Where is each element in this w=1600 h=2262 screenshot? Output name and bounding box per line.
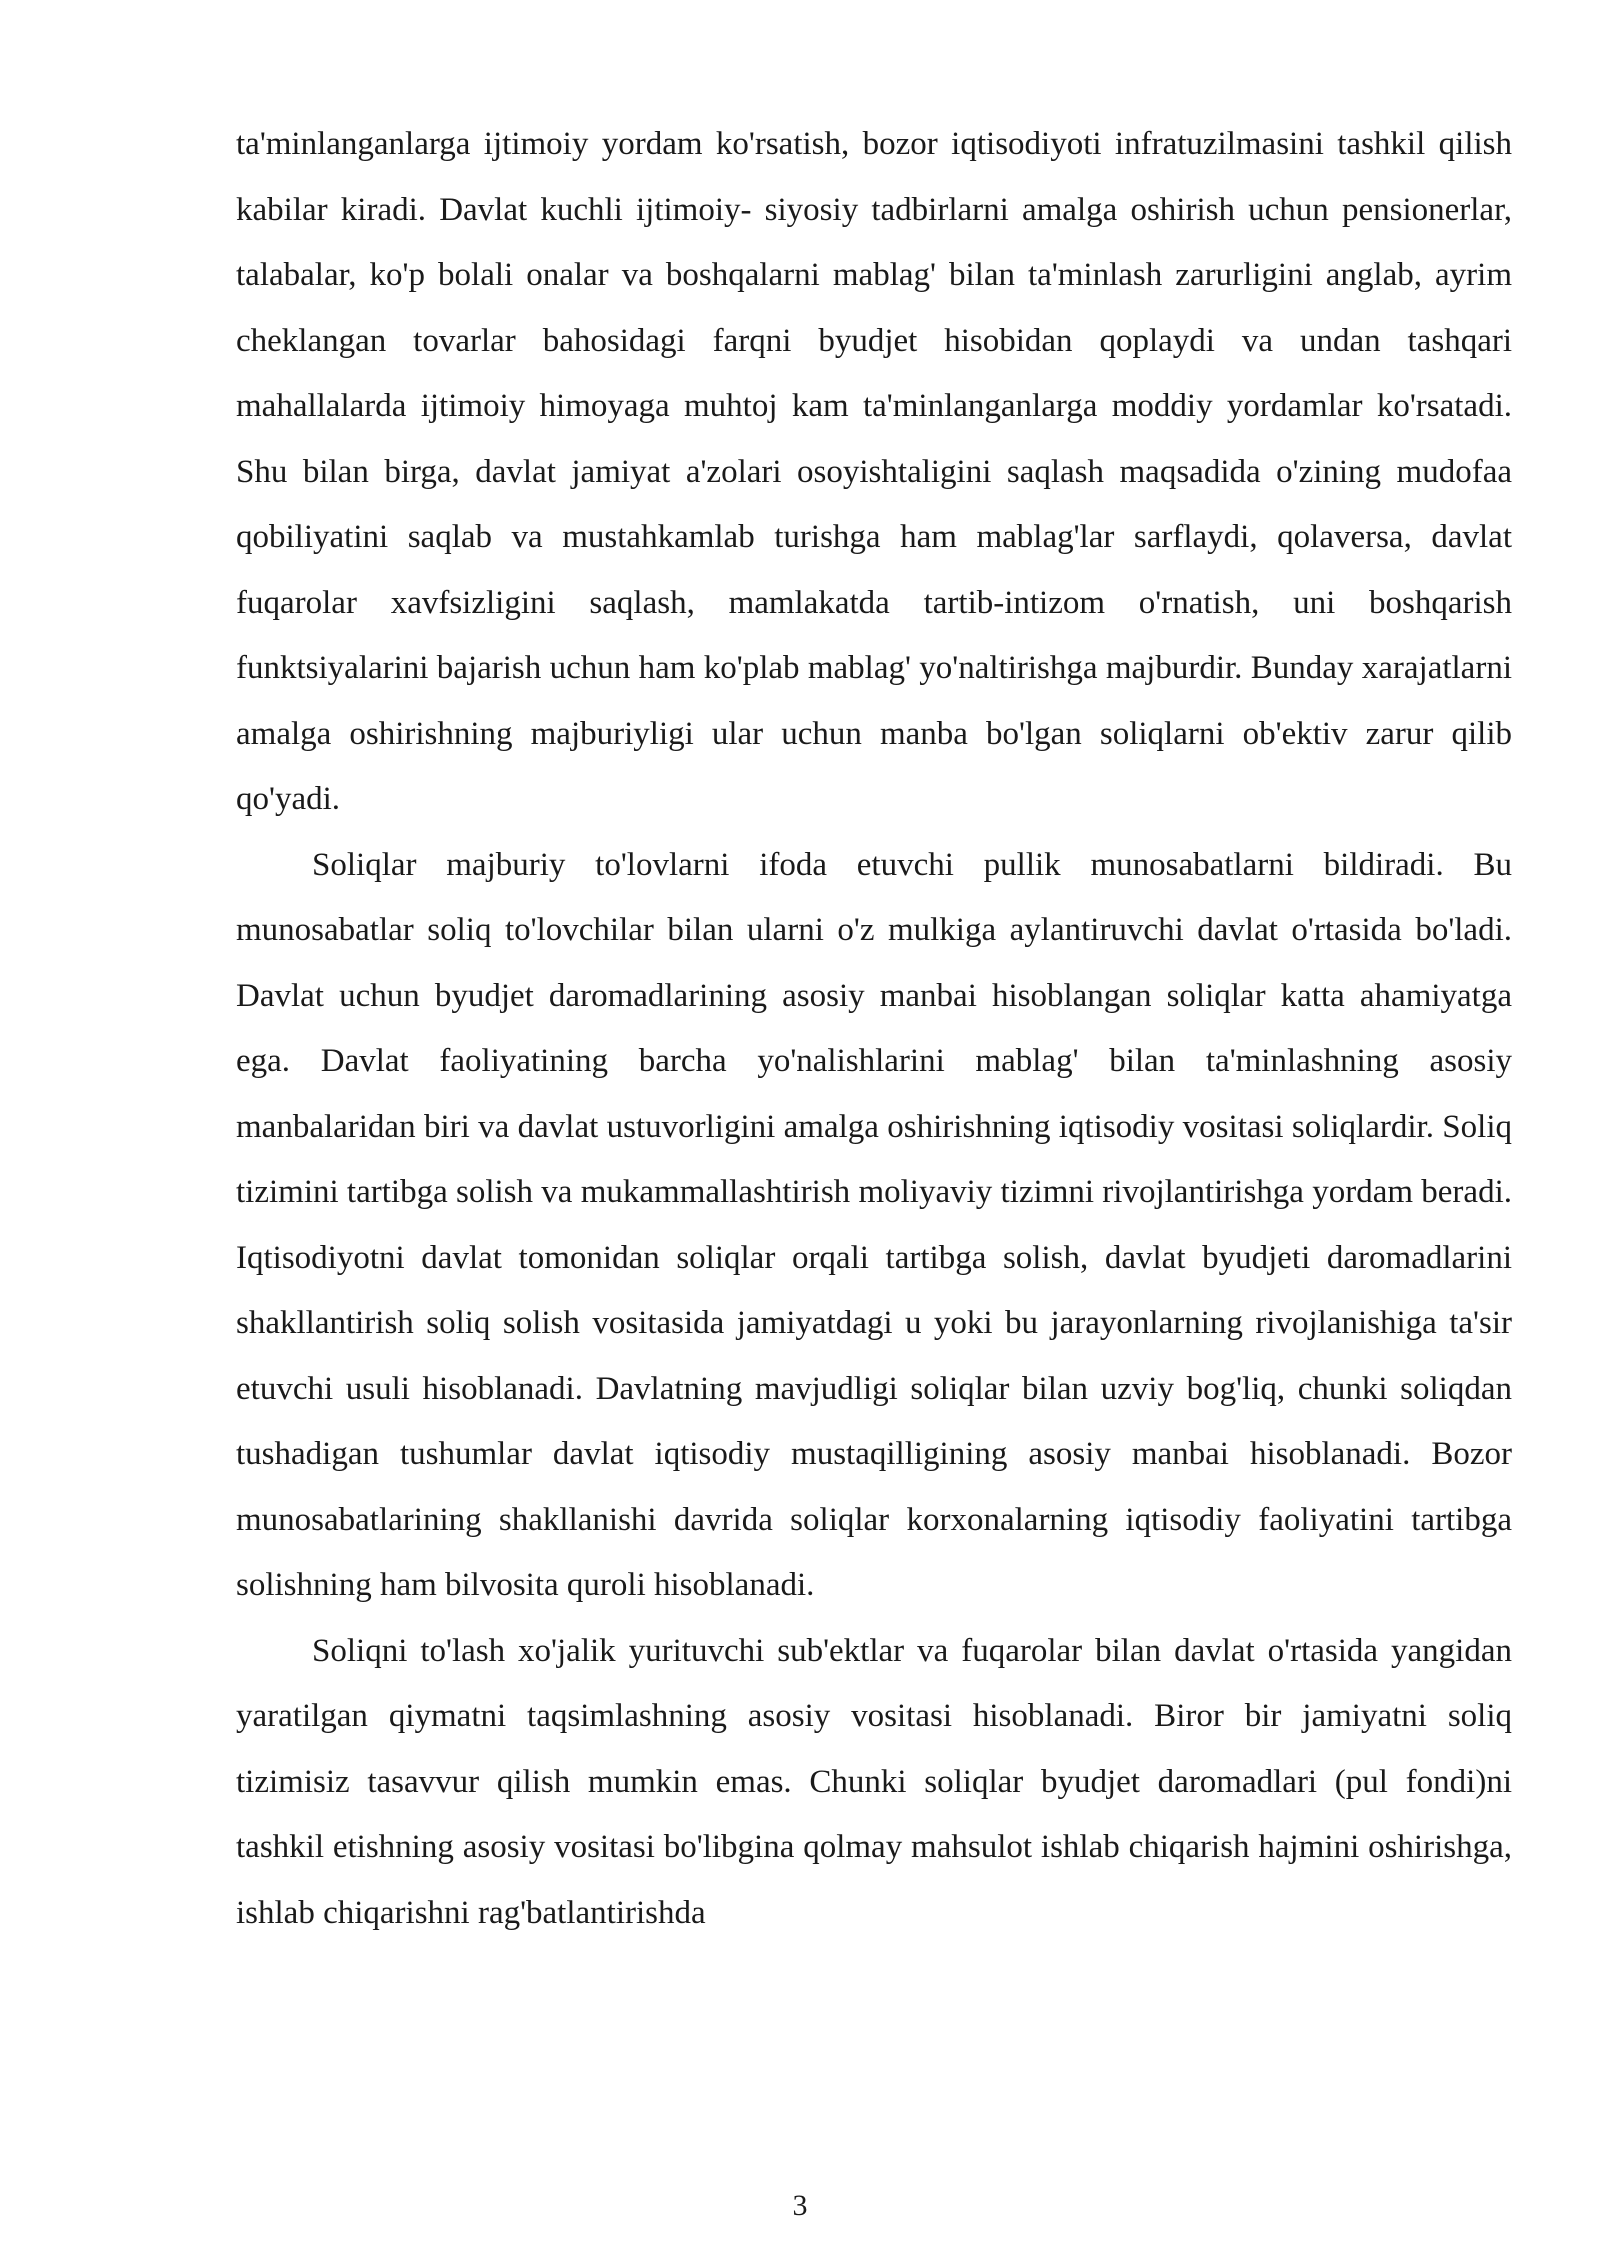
page-number: 3 [792, 2189, 808, 2222]
paragraph-1: ta'minlanganlarga ijtimoiy yordam ko'rsatish, bozor iqtisodiyoti infratuzilmasini tashkil qilish kabilar kiradi. Davlat kuchli ijtimoiy- siyosiy tadbirlarni amalga oshirish uchun pensionerlar, talabalar, ko'p bolali onalar va boshqalarni mablag' bilan ta'minlash zarurligini anglab, ayrim cheklangan tovarlar bahosidagi farqni byudjet hisobidan qoplaydi va undan tashqari mahallalarda ijtimoiy himoyaga muhtoj kam ta'minlanganlarga moddiy yordamlar ko'rsatadi. Shu bilan birga, davlat jamiyat a'zolari osoyishtaligini saqlash maqsadida o'zining mudofaa qobiliyatini saqlab va mustahkamlab turishga ham mablag'lar sarflaydi, qolaversa, davlat fuqarolar xavfsizligini saqlash, mamlakatda tartib-intizom o'rnatish, uni boshqarish funktsiyalarini bajarish uchun ham ko'plab mablag' yo'naltirishga majburdir. Bunday xarajatlarni amalga oshirishning majburiyligi ular uchun manba bo'lgan soliqlarni ob'ektiv zarur qilib qo'yadi. [236, 126, 1512, 817]
paragraph-2: Soliqlar majburiy to'lovlarni ifoda etuvchi pullik munosabatlarni bildiradi. Bu munosabatlar soliq to'lovchilar bilan ularni o'z mulkiga aylantiruvchi davlat o'rtasida bo'ladi. Davlat uchun byudjet daromadlarining asosiy manbai hisoblangan soliqlar katta ahamiyatga ega. Davlat faoliyatining barcha yo'nalishlarini mablag' bilan ta'minlashning asosiy manbalaridan biri va davlat ustuvorligini amalga oshirishning iqtisodiy vositasi soliqlardir. Soliq tizimini tartibga solish va mukammallashtirish moliyaviy tizimni rivojlantirishga yordam beradi. Iqtisodiyotni davlat tomonidan soliqlar orqali tartibga solish, davlat byudjeti daromadlarini shakllantirish soliq solish vositasida jamiyatdagi u yoki bu jarayonlarning rivojlanishiga ta'sir etuvchi usuli hisoblanadi. Davlatning mavjudligi soliqlar bilan uzviy bog'liq, chunki soliqdan tushadigan tushumlar davlat iqtisodiy mustaqilligining asosiy manbai hisoblanadi. Bozor munosabatlarining shakllanishi davrida soliqlar korxonalarning iqtisodiy faoliyatini tartibga solishning ham bilvosita quroli hisoblanadi. [236, 846, 1512, 1603]
paragraph-3: Soliqni to'lash xo'jalik yurituvchi sub'ektlar va fuqarolar bilan davlat o'rtasida yangidan yaratilgan qiymatni taqsimlashning asosiy vositasi hisoblanadi. Biror bir jamiyatni soliq tizimisiz tasavvur qilish mumkin emas. Chunki soliqlar byudjet daromadlari (pul fondi)ni tashkil etishning asosiy vositasi bo'libgina qolmay mahsulot ishlab chiqarish hajmini oshirishga, ishlab chiqarishni rag'batlantirishda [236, 1632, 1512, 1931]
body-text [236, 112, 1512, 1946]
